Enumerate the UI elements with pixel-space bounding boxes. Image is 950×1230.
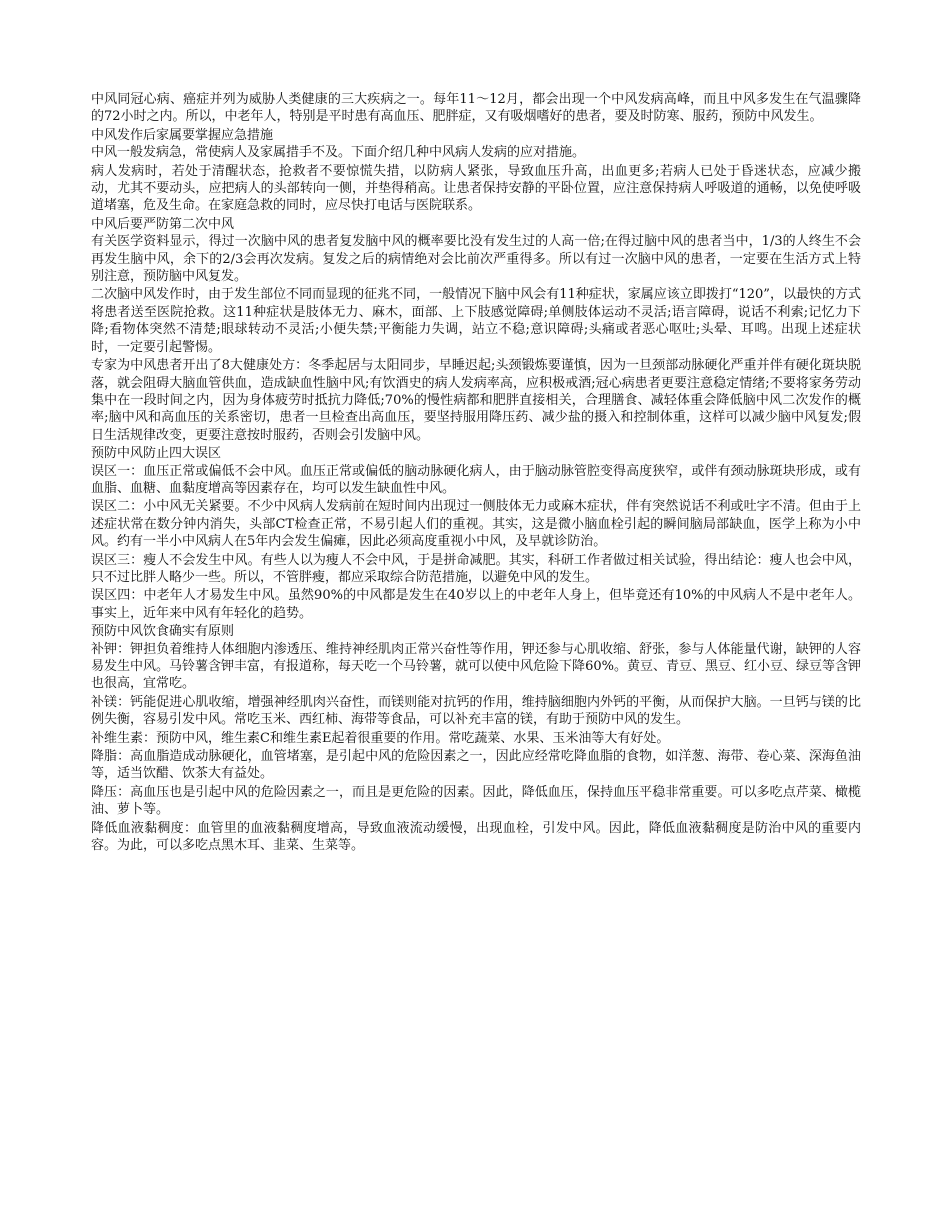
second-stroke-paragraph-2: 二次脑中风发作时，由于发生部位不同而显现的征兆不同，一般情况下脑中风会有11种症状，家属应该立即拨打“120”，以最快的方式将患者送至医院抢救。这11种症状是肢体无力、麻木，面部、上下肢感觉障碍;单侧肢体运动不灵活;语言障碍，说话不利索;记忆力下降;看物体突然不清楚;眼球转动不灵活;小便失禁;平衡能力失调，站立不稳;意识障碍;头痛或者恶心呕吐;头晕、耳鸣。出现上述症状时，一定要引起警惕。 bbox=[91, 287, 861, 355]
section-heading-diet: 预防中风饮食确实有原则 bbox=[91, 624, 235, 640]
misconception-3: 误区三：瘦人不会发生中风。有些人以为瘦人不会中风，于是拼命减肥。其实，科研工作者做过相关试验，得出结论：瘦人也会中风，只不过比胖人略少一些。所以，不管胖瘦，都应采取综合防范措施，以避免中风的发生。 bbox=[91, 552, 861, 585]
misconception-2: 误区二：小中风无关紧要。不少中风病人发病前在短时间内出现过一侧肢体无力或麻木症状，伴有突然说话不利或吐字不清。但由于上述症状常在数分钟内消失，头部CT检查正常，不易引起人们的重视。其实，这是微小脑血栓引起的瞬间脑局部缺血，医学上称为小中风。约有一半小中风病人在5年内会发生偏瘫，因此必须高度重视小中风，及早就诊防治。 bbox=[91, 499, 861, 550]
diet-potassium: 补钾：钾担负着维持人体细胞内渗透压、维持神经肌肉正常兴奋性等作用，钾还参与心肌收缩、舒张，参与人体能量代谢，缺钾的人容易发生中风。马铃薯含钾丰富，有报道称，每天吃一个马铃薯，就可以使中风危险下降60%。黄豆、青豆、黑豆、红小豆、绿豆等含钾也很高，宜常吃。 bbox=[91, 641, 861, 692]
first-aid-paragraph-1: 中风一般发病急，常使病人及家属措手不及。下面介绍几种中风病人发病的应对措施。 bbox=[91, 145, 586, 161]
intro-paragraph: 中风同冠心病、癌症并列为威胁人类健康的三大疾病之一。每年11～12月，都会出现一个中风发病高峰，而且中风多发生在气温骤降的72小时之内。所以，中老年人，特别是平时患有高血压、肥胖症，又有吸烟嗜好的患者，要及时防寒、服药，预防中风发生。 bbox=[91, 92, 861, 125]
misconception-4: 误区四：中老年人才易发生中风。虽然90%的中风都是发生在40岁以上的中老年人身上，但毕竟还有10%的中风病人不是中老年人。事实上，近年来中风有年轻化的趋势。 bbox=[91, 588, 861, 621]
section-heading-first-aid: 中风发作后家属要掌握应急措施 bbox=[91, 127, 274, 143]
second-stroke-paragraph-3: 专家为中风患者开出了8大健康处方：冬季起居与太阳同步，早睡迟起;头颈锻炼要谨慎，因为一旦颈部动脉硬化严重并伴有硬化斑块脱落，就会阻碍大脑血管供血，造成缺血性脑中风;有饮酒史的病人发病率高，应积极戒酒;冠心病患者更要注意稳定情绪;不要将家务劳动集中在一段时间之内，因为身体疲劳时抵抗力降低;70%的慢性病都和肥胖直接相关，合理膳食、减轻体重会降低脑中风二次发作的概率;脑中风和高血压的关系密切，患者一旦检查出高血压，要坚持服用降压药、减少盐的摄入和控制体重，这样可以减少脑中风复发;假日生活规律改变，更要注意按时服药，否则会引发脑中风。 bbox=[91, 358, 861, 443]
misconception-1: 误区一：血压正常或偏低不会中风。血压正常或偏低的脑动脉硬化病人，由于脑动脉管腔变得高度狭窄，或伴有颈动脉斑块形成，或有血脂、血糖、血黏度增高等因素存在，均可以发生缺血性中风。 bbox=[91, 463, 861, 496]
section-heading-misconceptions: 预防中风防止四大误区 bbox=[91, 446, 222, 462]
diet-blood-pressure: 降压：高血压也是引起中风的危险因素之一，而且是更危险的因素。因此，降低血压，保持血压平稳非常重要。可以多吃点芹菜、橄榄油、萝卜等。 bbox=[91, 784, 861, 818]
second-stroke-paragraph-1: 有关医学资料显示，得过一次脑中风的患者复发脑中风的概率要比没有发生过的人高一倍;在得过脑中风的患者当中，1/3的人终生不会再发生脑中风，余下的2/3会再次发病。复发之后的病情绝对会比前次严重得多。所以有过一次脑中风的患者，一定要在生活方式上特别注意，预防脑中风复发。 bbox=[91, 234, 861, 285]
first-aid-paragraph-2: 病人发病时，若处于清醒状态，抢救者不要惊慌失措，以防病人紧张，导致血压升高，出血更多;若病人已处于昏迷状态，应减少搬动，尤其不要动头，应把病人的头部转向一侧，并垫得稍高。让患者保持安静的平卧位置，应注意保持病人呼吸道的通畅，以免使呼吸道堵塞，危及生命。在家庭急救的同时，应尽快打电话与医院联系。 bbox=[91, 163, 861, 214]
diet-magnesium: 补镁：钙能促进心肌收缩，增强神经肌肉兴奋性，而镁则能对抗钙的作用，维持脑细胞内外钙的平衡，从而保护大脑。一旦钙与镁的比例失衡，容易引发中风。常吃玉米、西红柿、海带等食品，可以补充丰富的镁，有助于预防中风的发生。 bbox=[91, 694, 861, 728]
section-heading-second-stroke: 中风后要严防第二次中风 bbox=[91, 216, 235, 232]
diet-lipids: 降脂：高血脂造成动脉硬化，血管堵塞，是引起中风的危险因素之一，因此应经常吃降血脂的食物，如洋葱、海带、卷心菜、深海鱼油等，适当饮醋、饮茶大有益处。 bbox=[91, 749, 861, 782]
diet-blood-viscosity: 降低血液黏稠度：血管里的血液黏稠度增高，导致血液流动缓慢，出现血栓，引发中风。因此，降低血液黏稠度是防治中风的重要内容。为此，可以多吃点黑木耳、韭菜、生菜等。 bbox=[91, 820, 861, 854]
diet-vitamins: 补维生素：预防中风，维生素C和维生素E起着很重要的作用。常吃蔬菜、水果、玉米油等大有好处。 bbox=[91, 730, 670, 746]
document-body bbox=[91, 91, 861, 855]
